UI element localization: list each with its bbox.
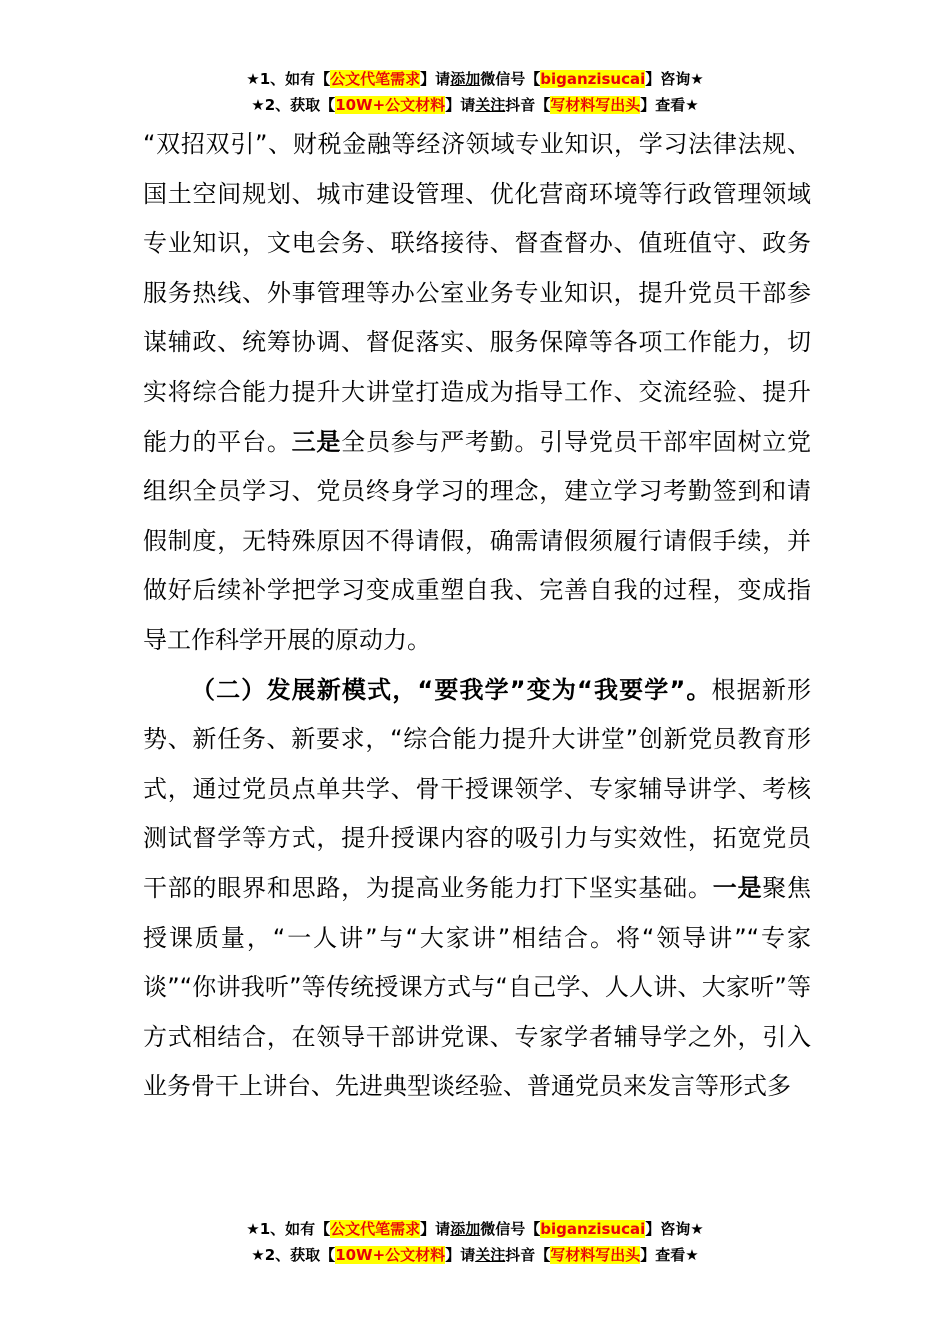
banner-highlight: 写材料写出头: [550, 1246, 641, 1264]
banner-text: 微信号【: [480, 1220, 541, 1238]
banner-text: 抖音【: [505, 96, 551, 114]
section-heading: （二）发展新模式，“要我学”变为“我要学”。: [191, 675, 712, 704]
banner-text: ★1、如有【: [246, 70, 331, 88]
banner-text: ★2、获取【: [251, 96, 336, 114]
banner-text: 抖音【: [505, 1246, 551, 1264]
banner-text: 】咨询★: [645, 70, 704, 88]
bold-marker: 三是: [291, 427, 342, 456]
banner-highlight: 公文代笔需求: [330, 1220, 421, 1238]
banner-text: 】请: [420, 1220, 451, 1238]
document-body: [143, 120, 811, 1112]
footer-banner: [0, 1216, 950, 1268]
paragraph: [143, 120, 811, 666]
banner-text: ★2、获取【: [251, 1246, 336, 1264]
banner-underline: 关注: [475, 1246, 506, 1264]
paragraph-text: 聚焦授课质量，“一人讲”与“大家讲”相结合。将“领导讲”“专家谈”“你讲我听”等传统授课方式与“自己学、人人讲、大家听”等方式相结合，在领导干部讲党课、专家学者辅导学之外，引入业务骨干上讲台、先进典型谈经验、普通党员来发言等形式多: [143, 873, 812, 1101]
banner-underline: 添加: [450, 70, 481, 88]
banner-line-2: [0, 92, 950, 118]
banner-highlight: 10W+公文材料: [335, 1246, 446, 1264]
banner-highlight: 10W+公文材料: [335, 96, 446, 114]
banner-text: 】请: [445, 1246, 476, 1264]
banner-text: 】查看★: [640, 96, 699, 114]
banner-highlight: 写材料写出头: [550, 96, 641, 114]
banner-text: 】请: [445, 96, 476, 114]
banner-text: ★1、如有【: [246, 1220, 331, 1238]
banner-highlight: biganzisucai: [540, 1220, 646, 1238]
bold-marker: 一是: [712, 873, 763, 902]
banner-highlight: 公文代笔需求: [330, 70, 421, 88]
paragraph-text: 全员参与严考勤。引导党员干部牢固树立党组织全员学习、党员终身学习的理念，建立学习考勤签到和请假制度，无特殊原因不得请假，确需请假须履行请假手续，并做好后续补学把学习变成重塑自我、完善自我的过程，变成指导工作科学开展的原动力。: [143, 427, 812, 654]
banner-text: 】查看★: [640, 1246, 699, 1264]
banner-underline: 添加: [450, 1220, 481, 1238]
banner-line-2: [0, 1242, 950, 1268]
paragraph: [143, 666, 811, 1112]
header-banner: [0, 66, 950, 118]
paragraph-text: 根据新形势、新任务、新要求，“综合能力提升大讲堂”创新党员教育形式，通过党员点单共学、骨干授课领学、专家辅导讲学、考核测试督学等方式，提升授课内容的吸引力与实效性，拓宽党员干部的眼界和思路，为提高业务能力打下坚实基础。: [143, 675, 811, 902]
banner-line-1: [0, 1216, 950, 1242]
banner-underline: 关注: [475, 96, 506, 114]
banner-text: 】请: [420, 70, 451, 88]
banner-highlight: biganzisucai: [540, 70, 646, 88]
banner-text: 微信号【: [480, 70, 541, 88]
paragraph-text: “双招双引”、财税金融等经济领域专业知识，学习法律法规、国土空间规划、城市建设管理、优化营商环境等行政管理领域专业知识，文电会务、联络接待、督查督办、值班值守、政务服务热线、外事管理等办公室业务专业知识，提升党员干部参谋辅政、统筹协调、督促落实、服务保障等各项工作能力，切实将综合能力提升大讲堂打造成为指导工作、交流经验、提升能力的平台。: [143, 130, 811, 456]
banner-text: 】咨询★: [645, 1220, 704, 1238]
banner-line-1: [0, 66, 950, 92]
